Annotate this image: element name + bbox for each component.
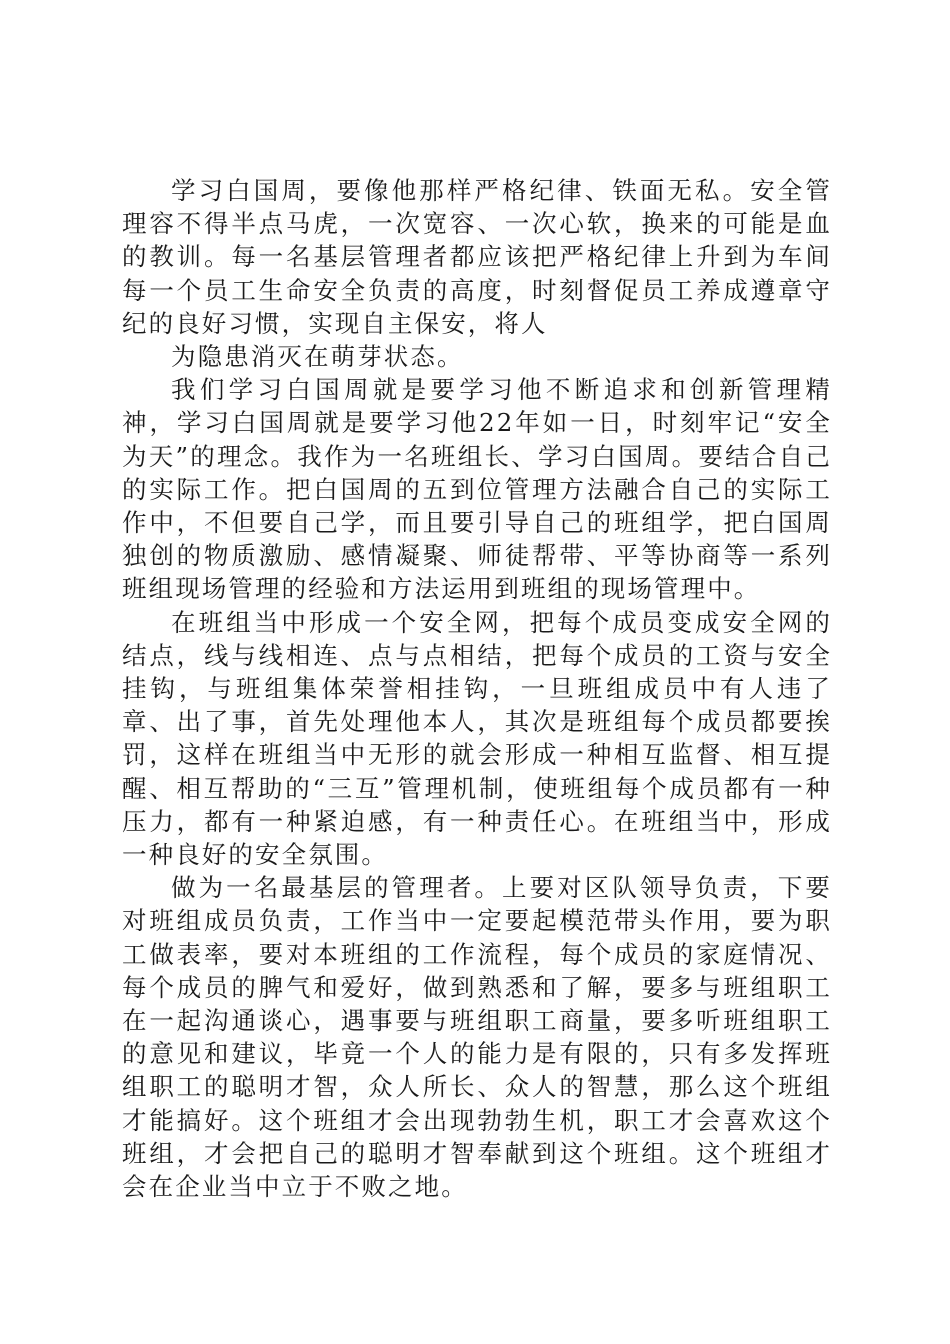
paragraph-5: 做为一名最基层的管理者。上要对区队领导负责，下要对班组成员负责，工作当中一定要起模范带头作用，要为职工做表率，要对本班组的工作流程，每个成员的家庭情况、每个成员的脾气和爱好，做到熟悉和了解，要多与班组职工在一起沟通谈心，遇事要与班组职工商量，要多听班组职工的意见和建议，毕竟一个人的能力是有限的，只有多发挥班组职工的聪明才智，众人所长、众人的智慧，那么这个班组才能搞好。这个班组才会出现勃勃生机，职工才会喜欢这个班组，才会把自己的聪明才智奉献到这个班组。这个班组才会在企业当中立于不败之地。 [122, 873, 832, 1202]
paragraph-4: 在班组当中形成一个安全网，把每个成员变成安全网的结点，线与线相连、点与点相结，把每个成员的工资与安全挂钩，与班组集体荣誉相挂钩，一旦班组成员中有人违了章、出了事，首先处理他本人，其次是班组每个成员都要挨罚，这样在班组当中无形的就会形成一种相互监督、相互提醒、相互帮助的“三互”管理机制，使班组每个成员都有一种压力，都有一种紧迫感，有一种责任心。在班组当中，形成一种良好的安全氛围。 [122, 607, 832, 870]
paragraph-1: 学习白国周，要像他那样严格纪律、铁面无私。安全管理容不得半点马虎，一次宽容、一次心软，换来的可能是血的教训。每一名基层管理者都应该把严格纪律上升到为车间每一个员工生命安全负责的高度，时刻督促员工养成遵章守纪的良好习惯，实现自主保安，将人 [122, 176, 832, 338]
paragraph-2: 为隐患消灭在萌芽状态。 [171, 342, 464, 372]
document-body [122, 174, 832, 1203]
paragraph-3: 我们学习白国周就是要学习他不断追求和创新管理精神，学习白国周就是要学习他22年如一日，时刻牢记“安全为天”的理念。我作为一名班组长、学习白国周。要结合自己的实际工作。把白国周的五到位管理方法融合自己的实际工作中，不但要自己学，而且要引导自己的班组学，把白国周独创的物质激励、感情凝聚、师徒帮带、平等协商等一系列班组现场管理的经验和方法运用到班组的现场管理中。 [122, 375, 832, 604]
